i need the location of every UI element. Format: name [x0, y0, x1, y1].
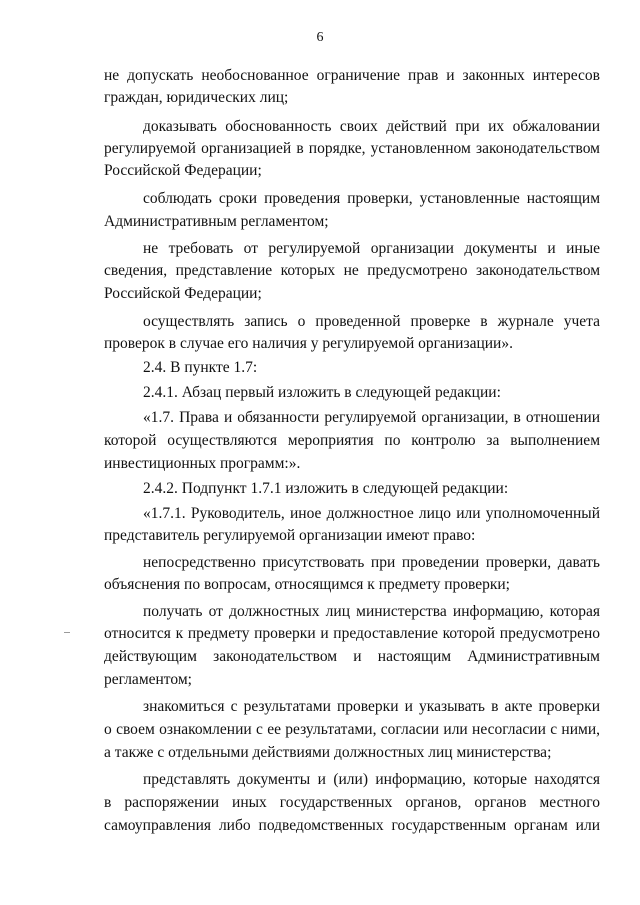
text-line: «1.7. Права и обязанности регулируемой организации, в отношении: [143, 409, 600, 426]
text-line: «1.7.1. Руководитель, иное должностное лицо или уполномоченный: [143, 505, 600, 522]
text-line: знакомиться с результатами проверки и указывать в акте проверки: [143, 698, 600, 715]
text-line: Российской Федерации;: [104, 285, 262, 302]
text-line: а также с отдельными действиями должностных лиц министерства;: [104, 744, 552, 761]
text-line: действующим законодательством и настоящим Административным: [104, 648, 600, 665]
text-line: не допускать необоснованное ограничение прав и законных интересов: [104, 67, 600, 84]
text-line: не требовать от регулируемой организации документы и иные: [143, 240, 600, 257]
text-line: соблюдать сроки проведения проверки, установленные настоящим: [143, 190, 600, 207]
text-line: Административным регламентом;: [104, 213, 329, 230]
text-line: 2.4. В пункте 1.7:: [143, 359, 258, 376]
text-line: представитель регулируемой организации имеют право:: [104, 527, 476, 544]
text-line: Российской Федерации;: [104, 162, 262, 179]
text-line: представлять документы и (или) информацию, которые находятся: [143, 771, 600, 788]
text-line: 2.4.2. Подпункт 1.7.1 изложить в следующей редакции:: [143, 480, 509, 497]
text-line: которой осуществляются мероприятия по контролю за выполнением: [104, 432, 600, 449]
text-line: граждан, юридических лиц;: [104, 89, 289, 106]
text-line: получать от должностных лиц министерства информацию, которая: [143, 603, 600, 620]
page-number: 6: [316, 30, 324, 45]
text-line: относится к предмету проверки и предоставление которой предусмотрено: [104, 625, 600, 642]
text-line: проверок в случае его наличия у регулируемой организации».: [104, 335, 513, 352]
text-line: 2.4.1. Абзац первый изложить в следующей редакции:: [143, 384, 501, 401]
text-line: объяснения по вопросам, относящимся к предмету проверки;: [104, 576, 510, 593]
text-line: доказывать обоснованность своих действий при их обжаловании: [143, 118, 600, 135]
text-line: инвестиционных программ:».: [104, 455, 301, 472]
text-line: самоуправления либо подведомственных государственным органам или: [104, 817, 600, 834]
text-line: о своем ознакомлении с ее результатами, согласии или несогласии с ними,: [104, 721, 600, 738]
scan-speck: [64, 632, 70, 633]
text-line: сведения, представление которых не предусмотрено законодательством: [104, 262, 600, 279]
text-line: регламентом;: [104, 671, 192, 688]
text-line: регулируемой организацией в порядке, установленном законодательством: [104, 140, 600, 157]
text-line: осуществлять запись о проведенной проверке в журнале учета: [143, 313, 600, 330]
text-line: непосредственно присутствовать при проведении проверки, давать: [143, 554, 600, 571]
text-line: в распоряжении иных государственных органов, органов местного: [104, 794, 600, 811]
